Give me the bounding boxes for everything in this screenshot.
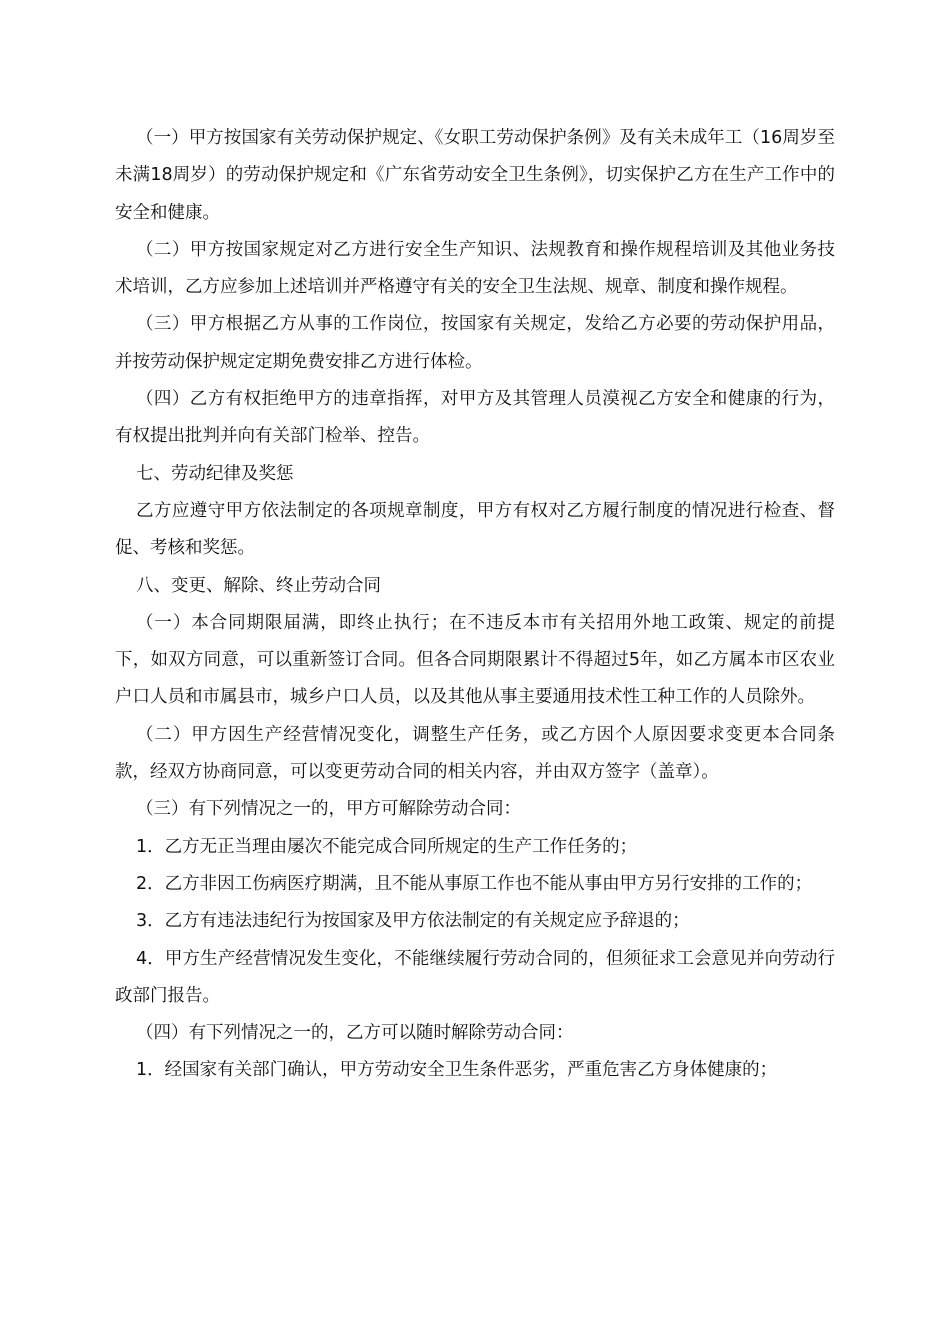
clause-8-2-paragraph: （二）甲方因生产经营情况变化，调整生产任务，或乙方因个人原因要求变更本合同条款，经双方协商同意，可以变更劳动合同的相关内容，并由双方签字（盖章）。 <box>115 724 835 783</box>
clause-8-3-paragraph: （三）有下列情况之一的，甲方可解除劳动合同： <box>136 799 521 820</box>
section-7-body-paragraph: 乙方应遵守甲方依法制定的各项规章制度，甲方有权对乙方履行制度的情况进行检查、督促、考核和奖惩。 <box>115 500 835 559</box>
document-page <box>115 120 835 1090</box>
clause-8-3-item-4: 4．甲方生产经营情况发生变化，不能继续履行劳动合同的，但须征求工会意见并向劳动行政部门报告。 <box>115 948 835 1006</box>
clause-6-4-paragraph: （四）乙方有权拒绝甲方的违章指挥，对甲方及其管理人员漠视乙方安全和健康的行为，有权提出批判并向有关部门检举、控告。 <box>115 389 835 447</box>
clause-6-3-paragraph: （三）甲方根据乙方从事的工作岗位，按国家有关规定，发给乙方必要的劳动保护用品，并按劳动保护规定定期免费安排乙方进行体检。 <box>115 314 835 372</box>
clause-8-4-item-1: 1．经国家有关部门确认，甲方劳动安全卫生条件恶劣，严重危害乙方身体健康的； <box>136 1060 778 1081</box>
clause-6-2-paragraph: （二）甲方按国家规定对乙方进行安全生产知识、法规教育和操作规程培训及其他业务技术培训，乙方应参加上述培训并严格遵守有关的安全卫生法规、规章、制度和操作规程。 <box>115 239 835 298</box>
clause-8-3-item-2: 2．乙方非因工伤病医疗期满，且不能从事原工作也不能从事由甲方另行安排的工作的； <box>136 873 813 894</box>
clause-8-1-paragraph: （一）本合同期限届满，即终止执行；在不违反本市有关招用外地工政策、规定的前提下，如双方同意，可以重新签订合同。但各合同期限累计不得超过5年，如乙方属本市区农业户口人员和市属县市，城乡户口人员，以及其他从事主要通用技术性工种工作的人员除外。 <box>115 612 835 708</box>
section-7-heading: 七、劳动纪律及奖惩 <box>136 463 294 484</box>
clause-8-3-item-1: 1．乙方无正当理由屡次不能完成合同所规定的生产工作任务的； <box>136 836 638 857</box>
clause-8-4-paragraph: （四）有下列情况之一的，乙方可以随时解除劳动合同： <box>136 1023 574 1044</box>
section-8-heading: 八、变更、解除、终止劳动合同 <box>136 575 381 596</box>
clause-8-3-item-3: 3．乙方有违法违纪行为按国家及甲方依法制定的有关规定应予辞退的； <box>136 911 690 932</box>
clause-6-1-paragraph: （一）甲方按国家有关劳动保护规定、《女职工劳动保护条例》及有关未成年工（16周岁至未满18周岁）的劳动保护规定和《广东省劳动安全卫生条例》，切实保护乙方在生产工作中的安全和健康。 <box>115 128 835 223</box>
